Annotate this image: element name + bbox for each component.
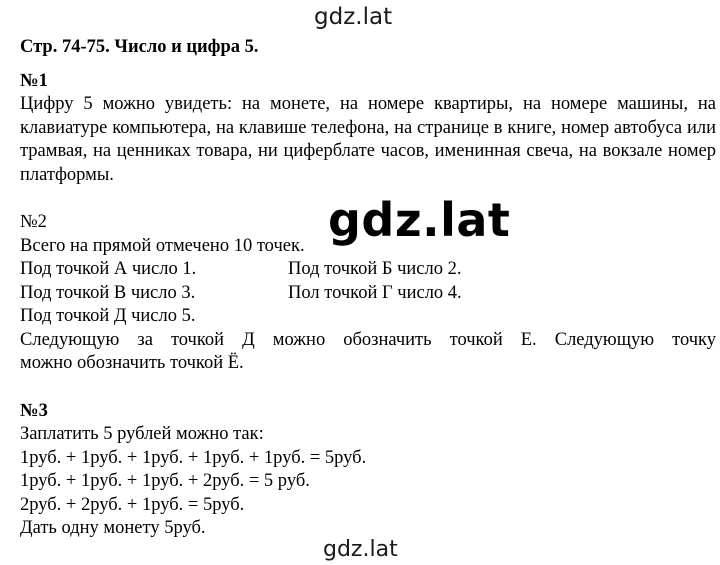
document-page	[20, 36, 716, 541]
task3-line-2: 1руб. + 1руб. + 1руб. + 2руб. = 5 руб.	[20, 471, 310, 491]
task2-line1: Всего на прямой отмечено 10 точек.	[20, 235, 305, 256]
task2-line5b: можно обозначить точкой Ё.	[20, 353, 244, 373]
task2-line5a: Следующую за точкой Д можно обозначить точкой Е. Следующую точку	[20, 329, 716, 350]
watermark-middle: gdz.lat	[328, 193, 511, 247]
task3-line-0: Заплатить 5 рублей можно так:	[20, 424, 264, 444]
page-title: Стр. 74-75. Число и цифра 5.	[20, 37, 259, 57]
task2-row2-right: Пол точкой Г число 4.	[288, 282, 462, 303]
watermark-bottom: gdz.lat	[323, 537, 398, 562]
task2-row1	[20, 258, 716, 282]
task1-text: Цифру 5 можно увидеть: на монете, на номере квартиры, на номере машины, на клавиатуре компьютера, на клавише телефона, на странице в книге, номер автобуса или трамвая, на ценниках товара, ни циферблате часов, именинная свеча, на вокзале номер платформы.	[20, 94, 716, 185]
task2-row1-left: Под точкой А число 1.	[20, 259, 197, 279]
task3-line-1: 1руб. + 1руб. + 1руб. + 1руб. + 1руб. = 5руб.	[20, 447, 367, 468]
task3-line-3: 2руб. + 2руб. + 1руб. = 5руб.	[20, 494, 245, 515]
task2-header: №2	[20, 212, 47, 232]
task2-row1-right: Под точкой Б число 2.	[288, 259, 462, 279]
task1-header: №1	[20, 70, 48, 91]
task2-row2	[20, 282, 716, 306]
task2-line4: Под точкой Д число 5.	[20, 306, 196, 326]
task3-header: №3	[20, 400, 48, 421]
watermark-top: gdz.lat	[314, 4, 393, 30]
task2-row2-left: Под точкой В число 3.	[20, 282, 196, 303]
task3-line-4: Дать одну монету 5руб.	[20, 518, 206, 538]
